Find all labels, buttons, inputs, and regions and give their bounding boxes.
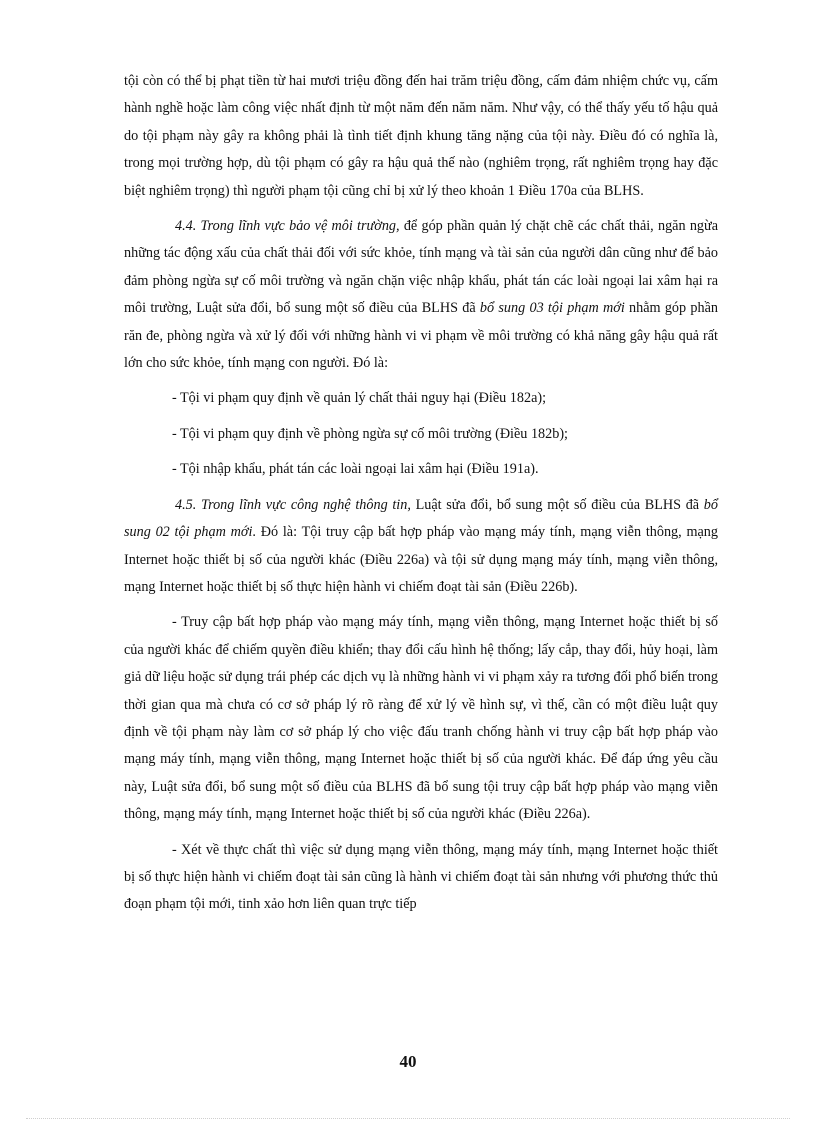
emphasis-text: bổ sung 02 tội phạm mới [124,496,718,541]
paragraph-text: . Đó là: Tội truy cập bất hợp pháp vào mạng máy tính, mạng viễn thông, mạng Internet hoặc thiết bị số của người khác (Điều 226a) và tội sử dụng mạng máy tính, mạng viễn thông, mạng Internet hoặc thiết bị số thực hiện hành vi chiếm đoạt tài sản (Điều 226b). [124,524,718,595]
paragraph-text: để góp phần quản lý chặt chẽ các chất thải, ngăn ngừa những tác động xấu của chất thải đối với sức khỏe, tính mạng và tài sản của người dân cũng như để bảo đảm phòng ngừa sự cố môi trường và ngăn chặn việc nhập khẩu, phát tán các loài ngoại lai xâm hại ra môi trường, Luật sửa đổi, bổ sung một số điều của BLHS đã [124,218,719,317]
page-number: 40 [399,1052,417,1071]
section-heading-4-5: 4.5. Trong lĩnh vực công nghệ thông tin, [175,496,411,513]
paragraph-asset-appropriation: - Xét về thực chất thì việc sử dụng mạng viễn thông, mạng máy tính, mạng Internet hoặc thiết bị số thực hiện hành vi chiếm đoạt tài sản cũng là hành vi chiếm đoạt tài sản nhưng với phương thức thủ đoạn phạm tội mới, tinh xảo hơn liên quan trực tiếp [124,841,718,913]
paragraph-text: nhằm góp phần răn đe, phòng ngừa và xử lý đối với những hành vi vi phạm về môi trường có khả năng gây hậu quả rất lớn cho sức khỏe, tính mạng con người. Đó là: [124,300,718,372]
paragraph-environment [124,213,718,377]
list-item: - Tội vi phạm quy định về phòng ngừa sự cố môi trường (Điều 182b); [172,425,568,442]
document-page [124,68,718,919]
section-heading-4-4: 4.4. Trong lĩnh vực bảo vệ môi trường, [175,218,400,235]
footer-divider [26,1118,790,1119]
paragraph-text: Luật sửa đổi, bổ sung một số điều của BLHS đã [410,496,704,513]
list-item: - Tội nhập khẩu, phát tán các loài ngoại lai xâm hại (Điều 191a). [172,461,539,478]
paragraph-illegal-access: - Truy cập bất hợp pháp vào mạng máy tính, mạng viễn thông, mạng Internet hoặc thiết bị số của người khác để chiếm quyền điều khiển; thay đổi cấu hình hệ thống; lấy cắp, thay đổi, hủy hoại, làm giả dữ liệu hoặc sử dụng trái phép các dịch vụ là những hành vi vi phạm xảy ra tương đối phổ biến trong thời gian qua mà chưa có cơ sở pháp lý rõ ràng để xử lý về hình sự, vì thế, cần có một điều luật quy định về tội phạm này làm cơ sở pháp lý cho việc đấu tranh chống hành vi truy cập bất hợp pháp vào mạng máy tính, mạng viễn thông, mạng Internet hoặc thiết bị số của người khác. Để đáp ứng yêu cầu này, Luật sửa đổi, bổ sung một số điều của BLHS đã bổ sung tội truy cập bất hợp pháp vào mạng viễn thông, mạng máy tính, mạng Internet hoặc thiết bị số của người khác (Điều 226a). [124,614,718,823]
emphasis-text: bổ sung 03 tội phạm mới [479,300,625,317]
paragraph-penalty-conclusion: tội còn có thể bị phạt tiền từ hai mươi triệu đồng đến hai trăm triệu đồng, cấm đảm nhiệm chức vụ, cấm hành nghề hoặc làm công việc nhất định từ một năm đến năm năm. Như vậy, có thể thấy yếu tố hậu quả do tội phạm này gây ra không phải là tình tiết định khung tăng nặng của tội này. Điều đó có nghĩa là, trong mọi trường hợp, dù tội phạm có gây ra hậu quả thế nào (nghiêm trọng, rất nghiêm trọng hay đặc biệt nghiêm trọng) thì người phạm tội cũng chỉ bị xử lý theo khoản 1 Điều 170a của BLHS. [124,73,718,199]
paragraph-information-technology [124,492,718,602]
list-item: - Tội vi phạm quy định về quản lý chất thải nguy hại (Điều 182a); [172,390,547,407]
